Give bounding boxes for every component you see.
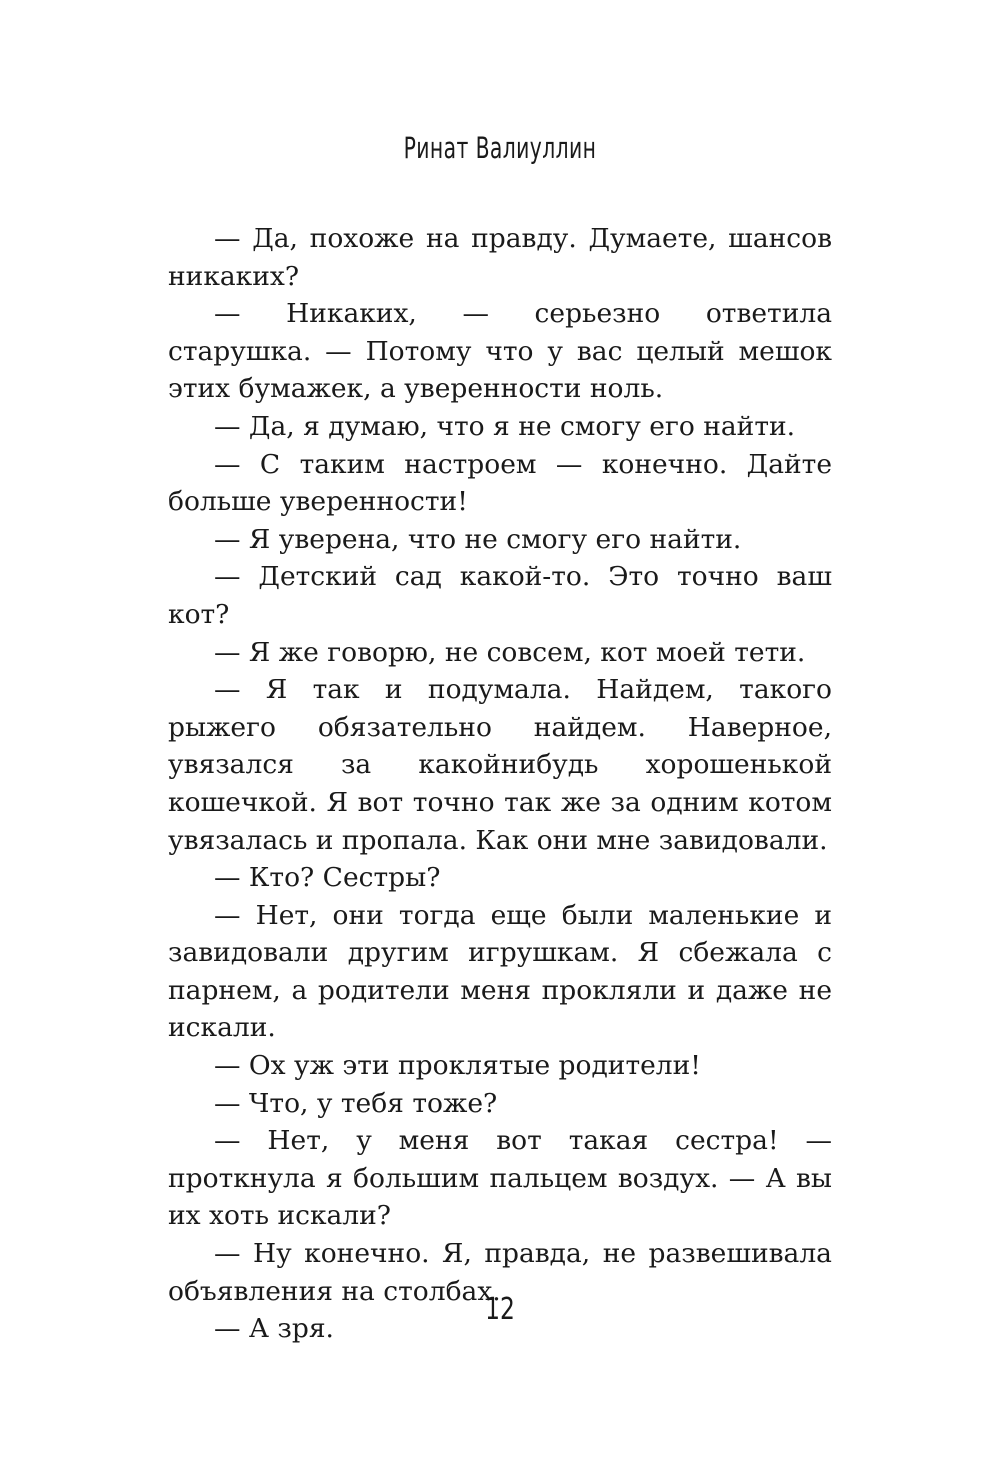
- paragraph: — Ох уж эти проклятые родители!: [214, 1050, 701, 1082]
- paragraph: — Нет, они тогда еще были маленькие и завидовали другим игрушкам. Я сбежала с парнем, а родители меня прокляли и даже не искали.: [168, 899, 832, 1044]
- paragraph: — А зря.: [214, 1313, 334, 1345]
- paragraph: — Я же говорю, не совсем, кот моей тети.: [214, 636, 806, 668]
- paragraph: — Детский сад какой-то. Это точно ваш кот?: [168, 561, 832, 630]
- paragraph: — С таким настроем — конечно. Дайте больше уверенности!: [168, 448, 832, 518]
- paragraph: — Я уверена, что не смогу его найти.: [214, 523, 742, 555]
- body-text: [168, 220, 832, 1348]
- paragraph: — Я так и подумала. Найдем, такого рыжего обязательно найдем. Наверное, увязался за какойнибудь хорошенькой кошечкой. Я вот точно так же за одним котом увязалась и пропала. Как они мне завидовали.: [168, 674, 832, 856]
- running-head-author: Ринат Валиуллин: [403, 131, 597, 165]
- paragraph: — Никаких, — серьезно ответила старушка. — Потому что у вас целый мешок этих бумажек, а уверенности ноль.: [168, 298, 832, 405]
- paragraph: — Ну конечно. Я, правда, не развешивала объявления на столбах.: [168, 1238, 832, 1307]
- paragraph: — Да, похоже на правду. Думаете, шансов никаких?: [168, 223, 832, 292]
- page-number: 12: [485, 1292, 515, 1327]
- paragraph: — Да, я думаю, что я не смогу его найти.: [214, 410, 796, 442]
- paragraph: — Нет, у меня вот такая сестра! — проткнула я большим пальцем воздух. — А вы их хоть искали?: [168, 1125, 832, 1232]
- paragraph: — Что, у тебя тоже?: [214, 1087, 498, 1119]
- paragraph: — Кто? Сестры?: [214, 862, 441, 894]
